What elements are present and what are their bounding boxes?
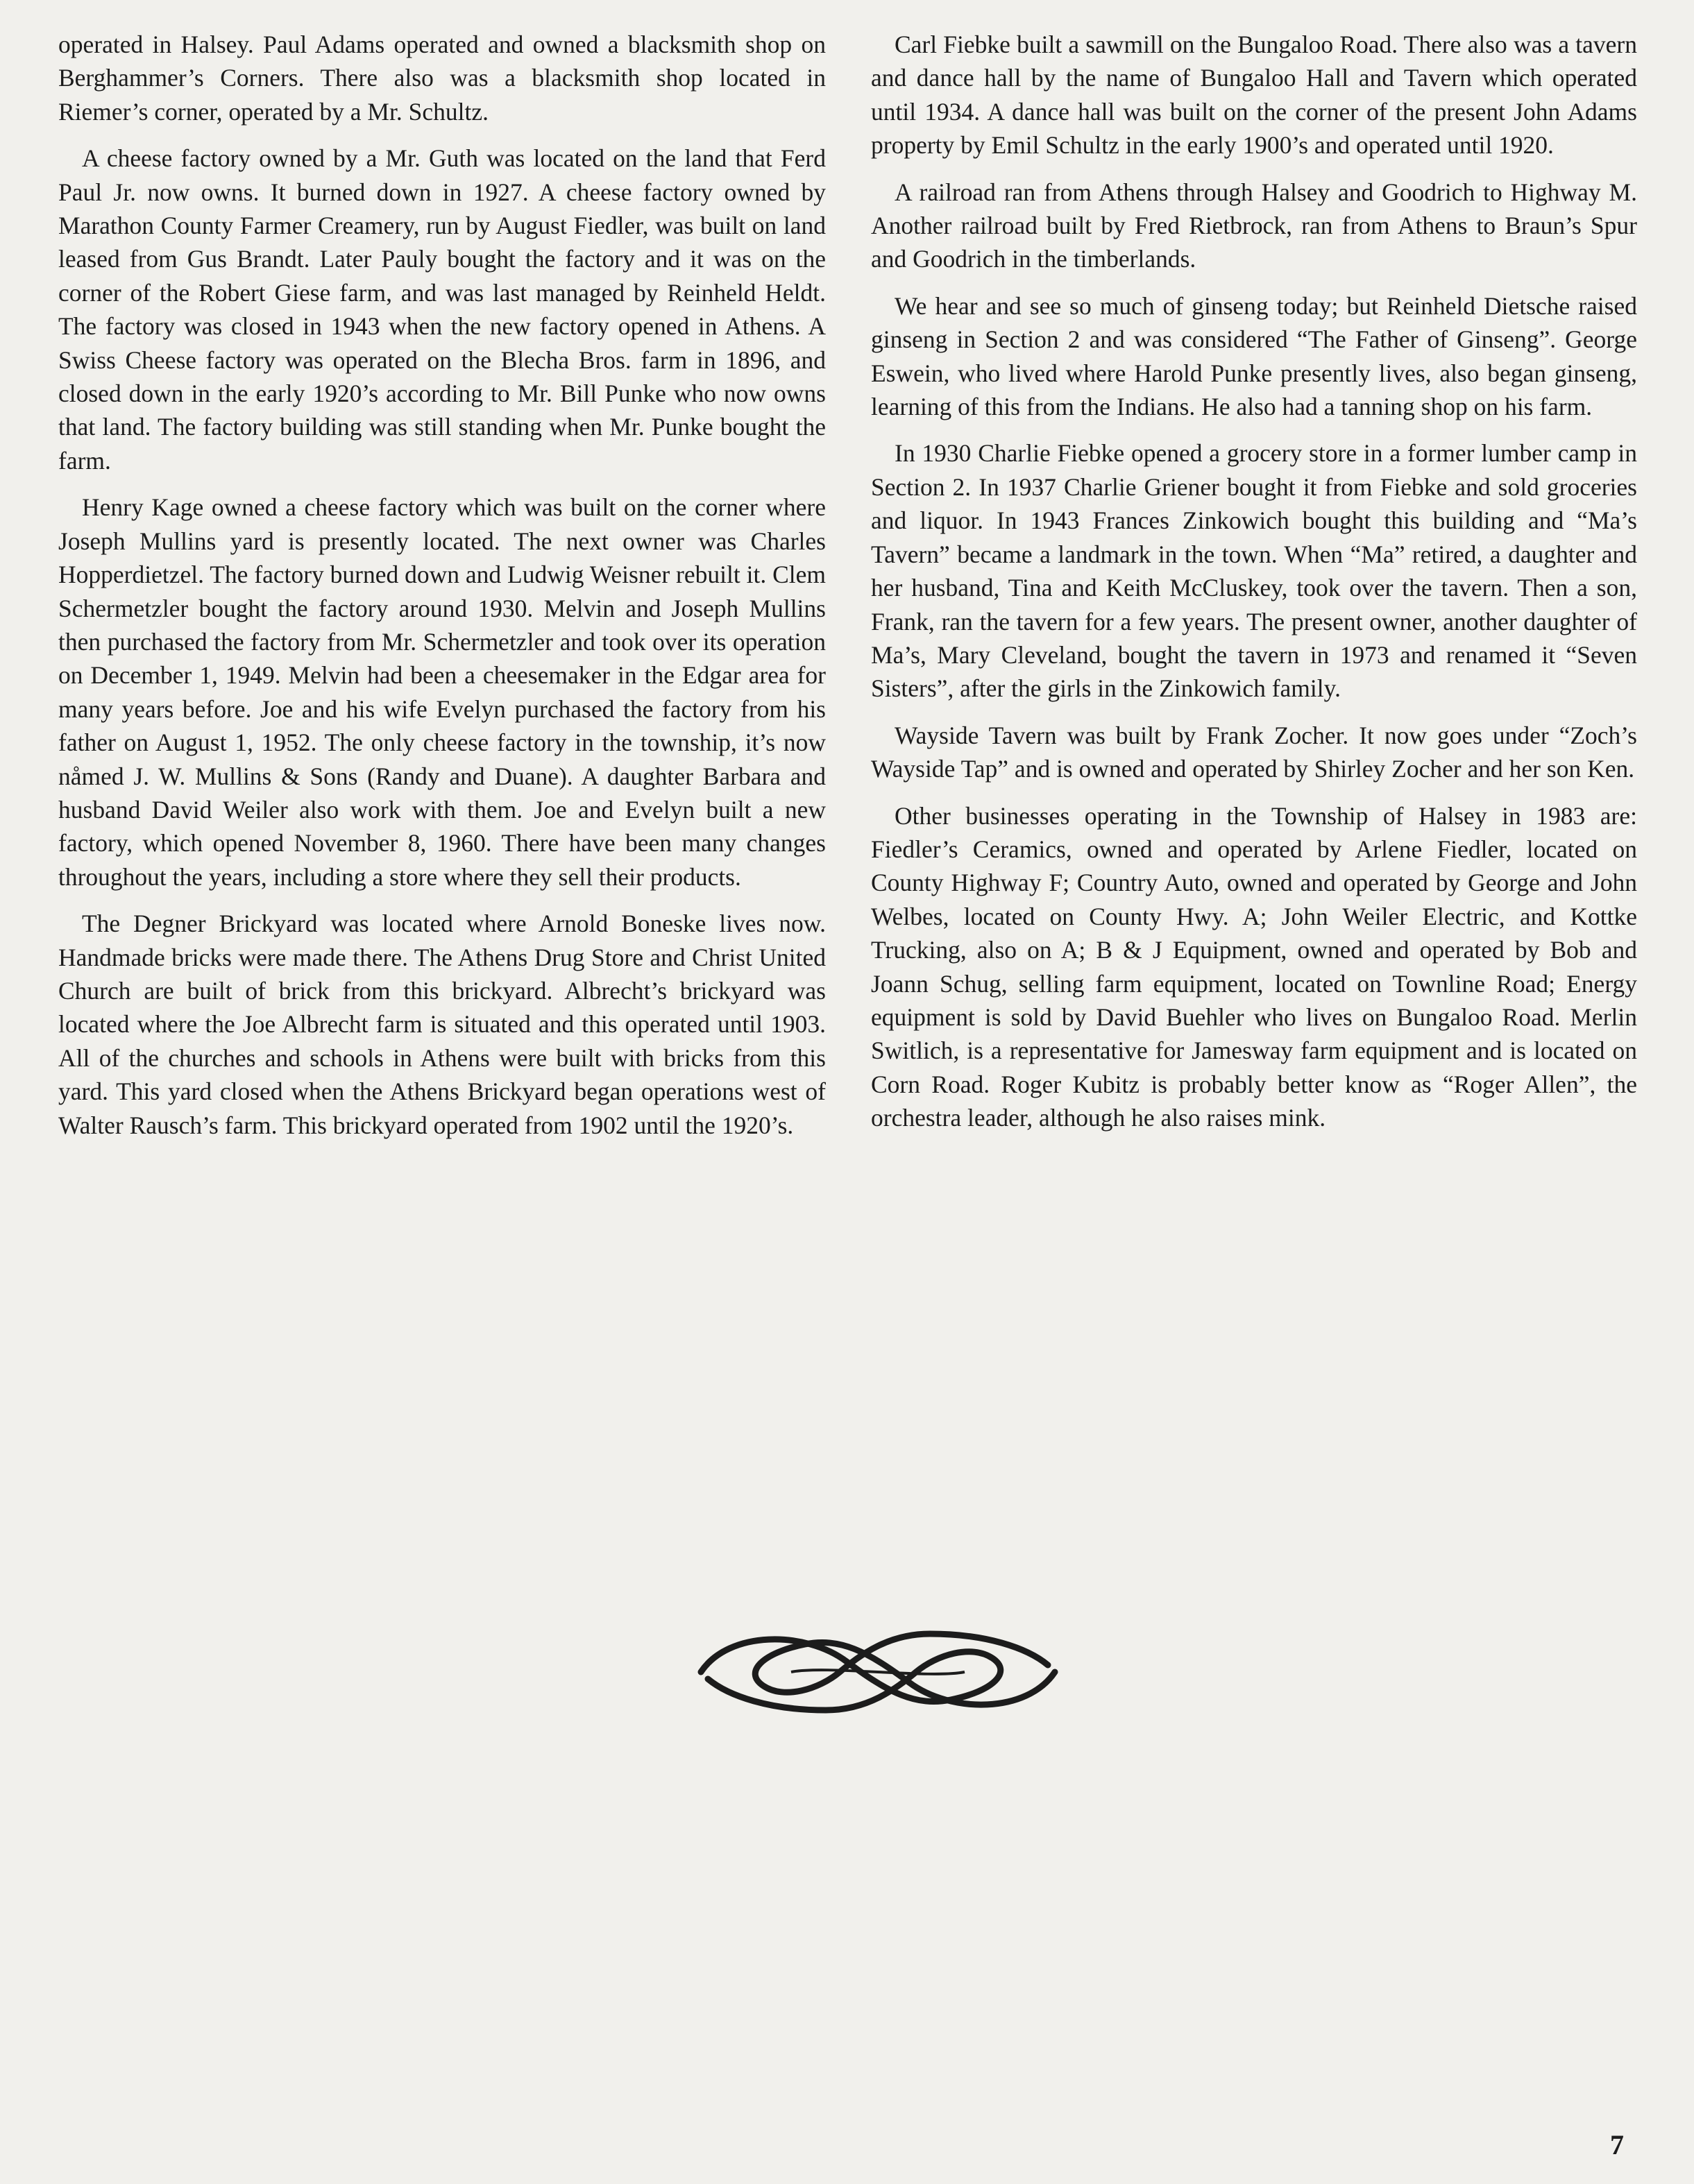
paragraph: operated in Halsey. Paul Adams operated and owned a blacksmith shop on Berghammer’s Corners. There also was a blacksmith shop located in Riemer’s corner, operated by a Mr. Schultz.: [58, 31, 826, 126]
paragraph: Wayside Tavern was built by Frank Zocher. It now goes under “Zoch’s Wayside Tap” and is owned and operated by Shirley Zocher and her son Ken.: [871, 721, 1637, 783]
left-column: [58, 28, 826, 1155]
paragraph: Carl Fiebke built a sawmill on the Bungaloo Road. There also was a tavern and dance hall by the name of Bungaloo Hall and Tavern which operated until 1934. A dance hall was built on the corner of the present John Adams property by Emil Schultz in the early 1900’s and operated until 1920.: [871, 31, 1637, 160]
paragraph: Henry Kage owned a cheese factory which was built on the corner where Joseph Mullins yard is presently located. The next owner was Charles Hopperdietzel. The factory burned down and Ludwig Weisner rebuilt it. Clem Schermetzler bought the factory around 1930. Melvin and Joseph Mullins then purchased the factory from Mr. Schermetzler and took over its operation on December 1, 1949. Melvin had been a cheesemaker in the Edgar area for many years before. Joe and his wife Evelyn purchased the factory from his father on August 1, 1952. The only cheese factory in the township, it’s now nåmed J. W. Mullins & Sons (Randy and Duane). A daughter Barbara and husband David Weiler also work with them. Joe and Evelyn built a new factory, which opened November 8, 1960. There have been many changes throughout the years, including a store where they sell their products.: [58, 493, 826, 891]
paragraph: A railroad ran from Athens through Halsey and Goodrich to Highway M. Another railroad built by Fred Rietbrock, ran from Athens to Braun’s Spur and Goodrich in the timberlands.: [871, 178, 1637, 273]
flourish-ornament-icon: [687, 1623, 1069, 1721]
right-column: [871, 28, 1637, 1148]
paragraph: In 1930 Charlie Fiebke opened a grocery store in a former lumber camp in Section 2. In 1937 Charlie Griener bought it from Fiebke and sold groceries and liquor. In 1943 Frances Zinkowich bought this building and “Ma’s Tavern” became a landmark in the town. When “Ma” retired, a daughter and her husband, Tina and Keith McCluskey, took over the tavern. Then a son, Frank, ran the tavern for a few years. The present owner, another daughter of Ma’s, Mary Cleveland, bought the tavern in 1973 and renamed it “Seven Sisters”, after the girls in the Zinkowich family.: [871, 439, 1637, 703]
paragraph: A cheese factory owned by a Mr. Guth was located on the land that Ferd Paul Jr. now owns. It burned down in 1927. A cheese factory owned by Marathon County Farmer Creamery, run by August Fiedler, was built on land leased from Gus Brandt. Later Pauly bought the factory and it was on the corner of the Robert Giese farm, and was last managed by Reinheld Heldt. The factory was closed in 1943 when the new factory opened in Athens. A Swiss Cheese factory was operated on the Blecha Bros. farm in 1896, and closed down in the early 1920’s according to Mr. Bill Punke who now owns that land. The factory building was still standing when Mr. Punke bought the farm.: [58, 144, 826, 475]
paragraph: Other businesses operating in the Township of Halsey in 1983 are: Fiedler’s Ceramics, owned and operated by Arlene Fiedler, located on County Highway F; Country Auto, owned and operated by George and John Welbes, located on County Hwy. A; John Weiler Electric, and Kottke Trucking, also on A; B & J Equipment, owned and operated by Bob and Joann Schug, selling farm equipment, located on Townline Road; Energy equipment is sold by David Buehler who lives on Bungaloo Road. Merlin Switlich, is a representative for Jamesway farm equipment and is located on Corn Road. Roger Kubitz is probably better know as “Roger Allen”, the orchestra leader, although he also raises mink.: [871, 801, 1637, 1132]
paragraph: The Degner Brickyard was located where Arnold Boneske lives now. Handmade bricks were made there. The Athens Drug Store and Christ United Church are built of brick from this brickyard. Albrecht’s brickyard was located where the Joe Albrecht farm is situated and this operated until 1903. All of the churches and schools in Athens were built with bricks from this yard. This yard closed when the Athens Brickyard began operations west of Walter Rausch’s farm. This brickyard operated from 1902 until the 1920’s.: [58, 910, 826, 1139]
paragraph: We hear and see so much of ginseng today; but Reinheld Dietsche raised ginseng in Section 2 and was considered “The Father of Ginseng”. George Eswein, who lived where Harold Punke presently lives, also began ginseng, learning of this from the Indians. He also had a tanning shop on his farm.: [871, 291, 1637, 421]
page-number: 7: [1610, 2129, 1624, 2160]
